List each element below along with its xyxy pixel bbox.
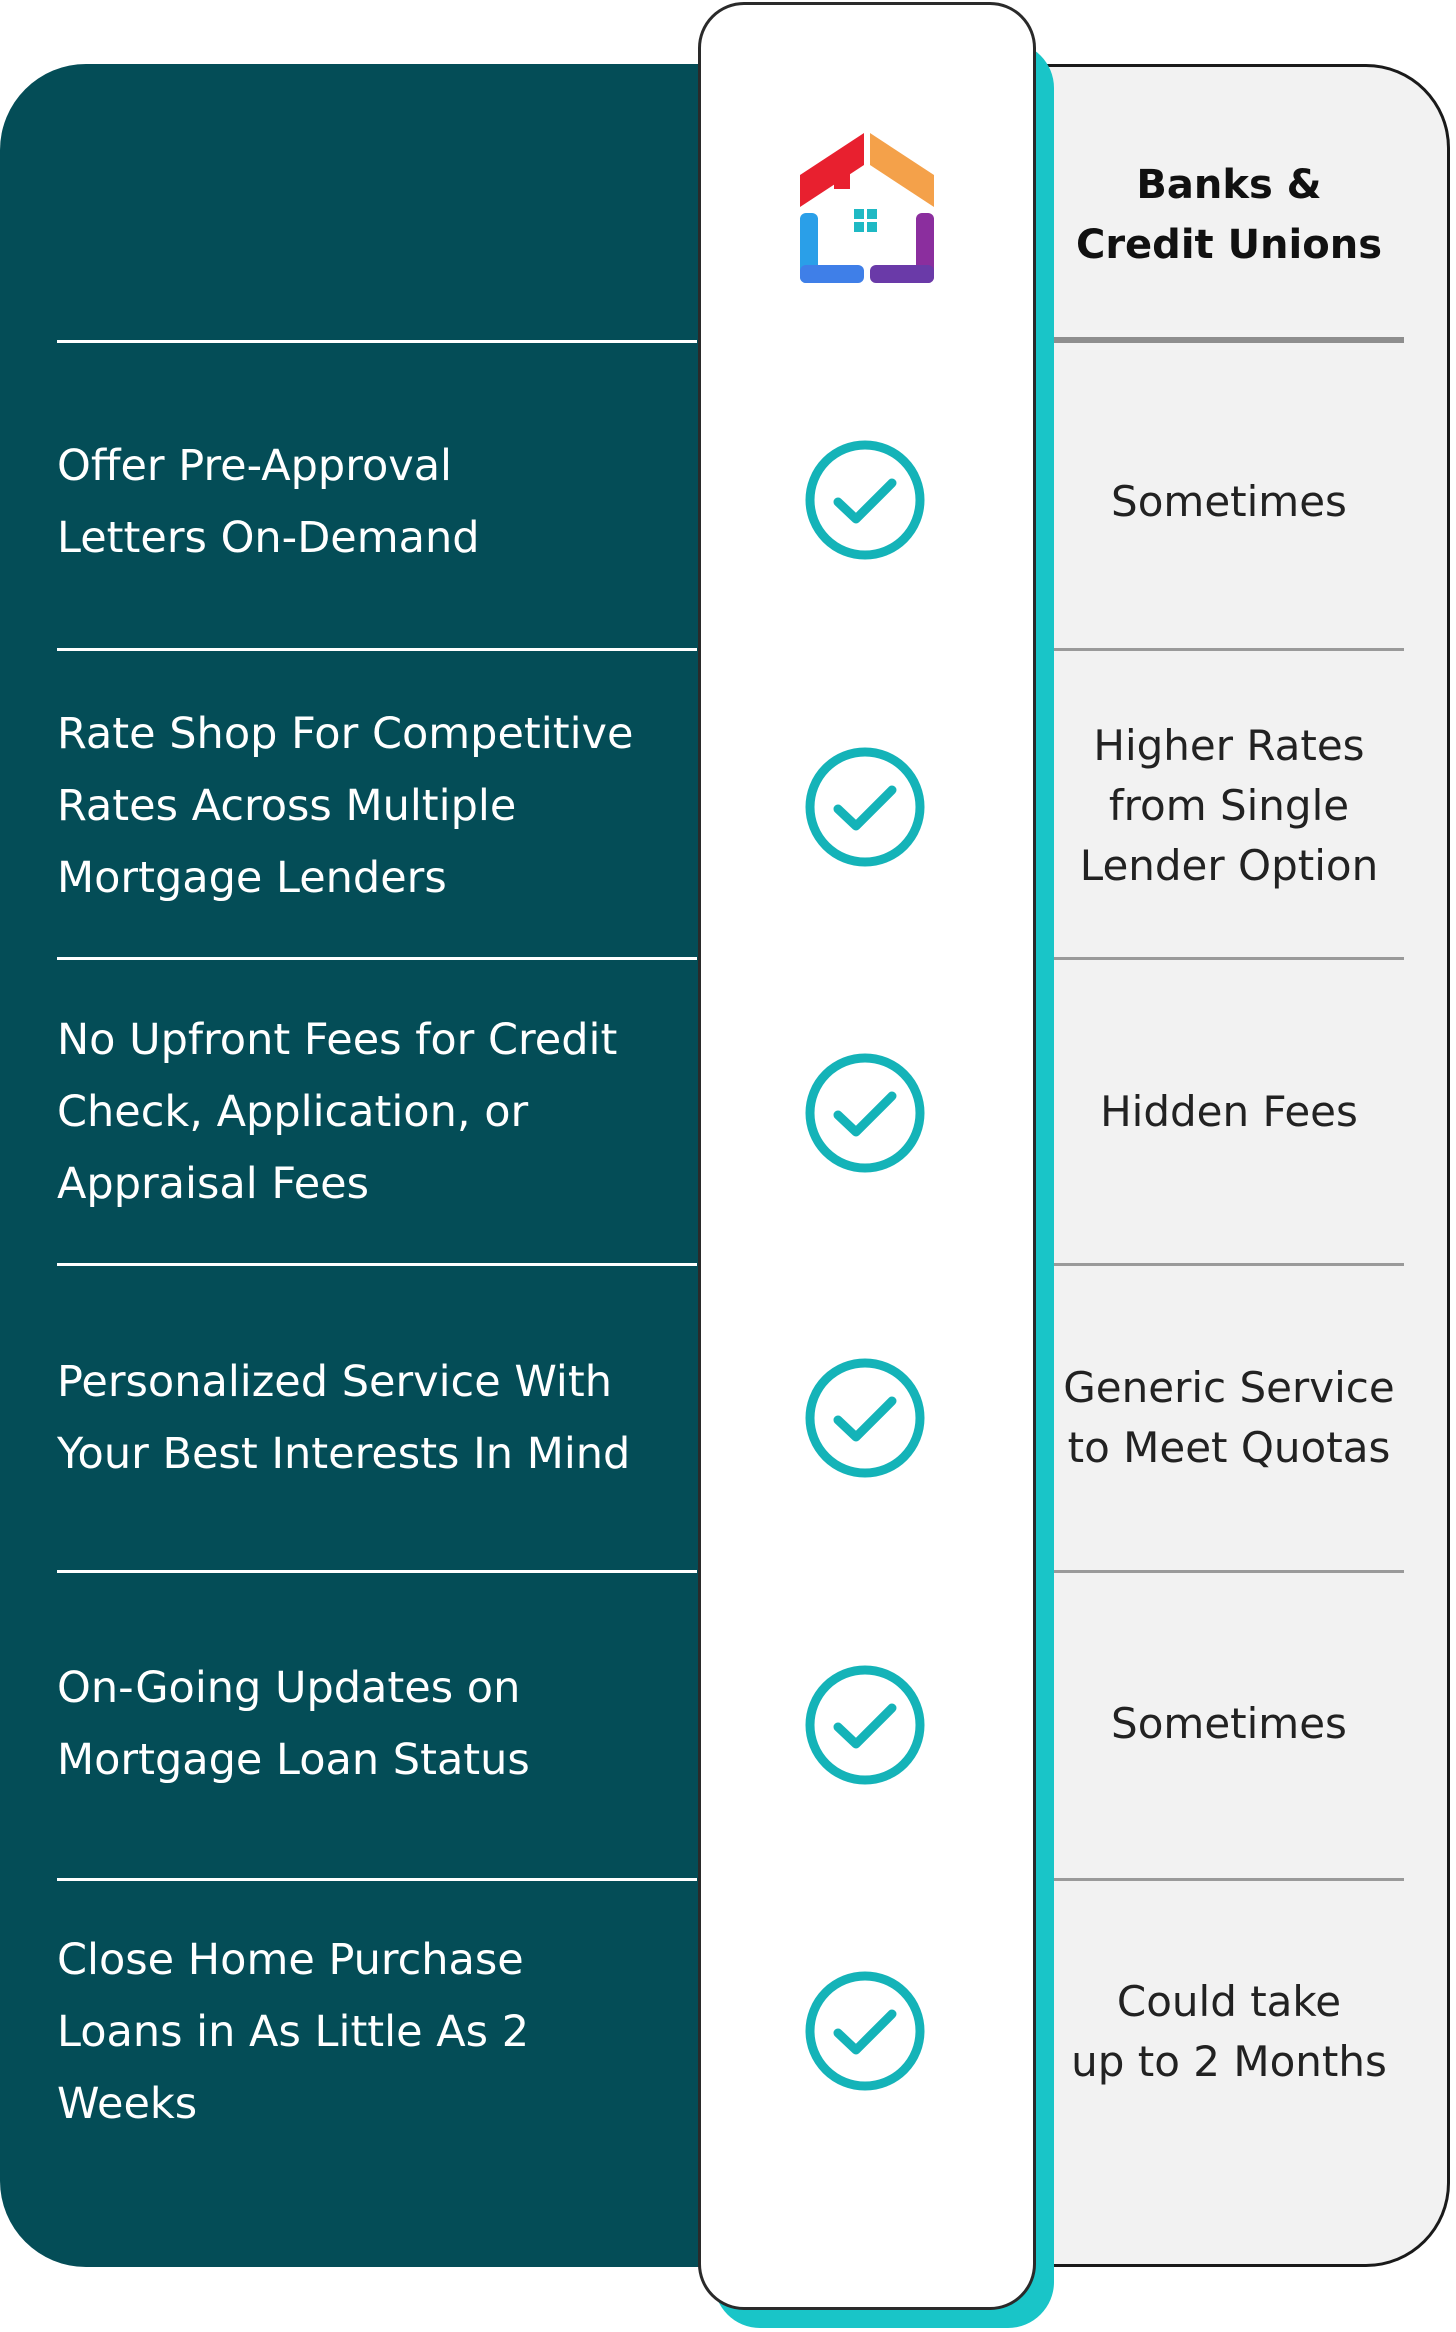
row-divider (57, 1878, 697, 1881)
competitor-value: Generic Service to Meet Quotas (1063, 1363, 1395, 1472)
row-divider (57, 340, 697, 343)
checkmark-circle-icon (804, 1357, 926, 1479)
row-divider (1054, 957, 1404, 960)
row-divider (1054, 1570, 1404, 1573)
checkmark-circle-icon (804, 746, 926, 868)
feature-label: Personalized Service With Your Best Interests In Mind (57, 1357, 631, 1479)
competitor-value: Could take up to 2 Months (1071, 1977, 1387, 2086)
competitor-header: Banks & Credit Unions (1075, 162, 1383, 268)
house-logo-icon (798, 133, 936, 283)
checkmark-circle-icon (804, 1970, 926, 2092)
row-divider (1054, 1263, 1404, 1266)
row-divider (57, 1570, 697, 1573)
checkmark-circle-icon (804, 439, 926, 561)
row-divider (57, 1263, 697, 1266)
checkmark-circle-icon (804, 1664, 926, 1786)
feature-label: On-Going Updates on Mortgage Loan Status (57, 1663, 530, 1785)
checkmark-circle-icon (804, 1052, 926, 1174)
competitor-value: Hidden Fees (1100, 1087, 1358, 1136)
row-divider (1054, 1878, 1404, 1881)
row-divider (57, 957, 697, 960)
header-divider (1054, 337, 1404, 343)
feature-label: Rate Shop For Competitive Rates Across Multiple Mortgage Lenders (57, 709, 634, 903)
competitor-value: Higher Rates from Single Lender Option (1079, 721, 1379, 890)
competitor-value: Sometimes (1111, 1699, 1347, 1748)
feature-label: Offer Pre-Approval Letters On-Demand (57, 441, 480, 563)
feature-label: Close Home Purchase Loans in As Little As 2 Weeks (57, 1935, 530, 2129)
feature-label: No Upfront Fees for Credit Check, Application, or Appraisal Fees (57, 1015, 618, 1209)
competitor-value: Sometimes (1111, 477, 1347, 526)
